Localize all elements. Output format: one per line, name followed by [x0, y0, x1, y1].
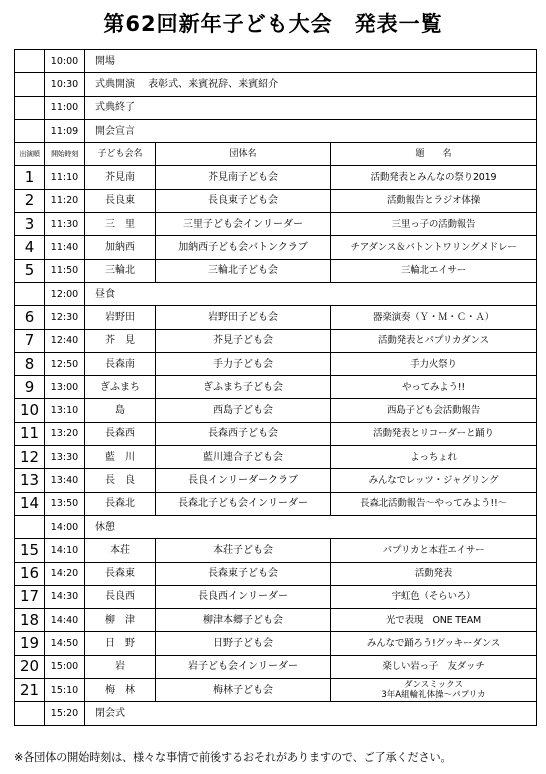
district-name: 三 里	[85, 213, 156, 236]
start-time: 11:10	[45, 166, 85, 189]
group-name: 三輪北子ども会	[156, 259, 331, 282]
order-number: 4	[15, 236, 45, 259]
performance-row	[15, 376, 537, 399]
event-row	[15, 515, 537, 538]
group-name: 日野子ども会	[156, 632, 331, 655]
performance-title: 活動発表とみんなの祭り2019	[331, 166, 537, 189]
performance-row	[15, 609, 537, 632]
order-number: 8	[15, 352, 45, 375]
district-name: 岩	[85, 655, 156, 678]
event-label: 式典終了	[85, 96, 537, 119]
district-name: 長良西	[85, 585, 156, 608]
performance-title: みんなでレッツ・ジャグリング	[331, 469, 537, 492]
performance-title: 活動発表とリコーダーと踊り	[331, 422, 537, 445]
performance-row	[15, 166, 537, 189]
group-name: 岩子ども会インリーダー	[156, 655, 331, 678]
start-time: 14:20	[45, 562, 85, 585]
performance-title: パプリカと本荘エイサー	[331, 539, 537, 562]
performance-row	[15, 399, 537, 422]
performance-row	[15, 213, 537, 236]
group-name: ぎふまち子ども会	[156, 376, 331, 399]
district-name: ぎふまち	[85, 376, 156, 399]
performance-title: 三輪北エイサー	[331, 259, 537, 282]
start-time: 12:30	[45, 306, 85, 329]
page-title: 第62回新年子ども大会 発表一覧	[103, 12, 443, 36]
event-row	[15, 50, 537, 73]
order-number: 15	[15, 539, 45, 562]
program-table	[14, 49, 537, 726]
district-name: 長森北	[85, 492, 156, 515]
group-name: 長森西子ども会	[156, 422, 331, 445]
district-name: 本荘	[85, 539, 156, 562]
group-name: 本荘子ども会	[156, 539, 331, 562]
performance-title: 宇虹色（そらいろ）	[331, 585, 537, 608]
order-number: 7	[15, 329, 45, 352]
start-time: 15:00	[45, 655, 85, 678]
performance-title: 器楽演奏（Ｙ・Ｍ・Ｃ・Ａ）	[331, 306, 537, 329]
group-name: 長森北子ども会インリーダー	[156, 492, 331, 515]
district-name: 長 良	[85, 469, 156, 492]
start-time: 11:30	[45, 213, 85, 236]
event-time: 12:00	[45, 282, 85, 305]
start-time: 11:20	[45, 189, 85, 212]
event-label: 閉会式	[85, 702, 537, 725]
header-start: 開始時刻	[45, 143, 85, 166]
order-number: 19	[15, 632, 45, 655]
district-name: 長良東	[85, 189, 156, 212]
group-name: 芥見子ども会	[156, 329, 331, 352]
order-number: 5	[15, 259, 45, 282]
performance-row	[15, 679, 537, 702]
event-label: 休憩	[85, 515, 537, 538]
performance-title: 手力火祭り	[331, 352, 537, 375]
event-time: 10:00	[45, 50, 85, 73]
district-name: 日 野	[85, 632, 156, 655]
group-name: 長良西インリーダー	[156, 585, 331, 608]
performance-row	[15, 189, 537, 212]
start-time: 11:40	[45, 236, 85, 259]
performance-row	[15, 352, 537, 375]
footnote: ※各団体の開始時刻は、様々な事情で前後するおそれがありますので、ご了承ください。	[14, 751, 452, 764]
event-time: 11:00	[45, 96, 85, 119]
performance-row	[15, 562, 537, 585]
start-time: 13:20	[45, 422, 85, 445]
start-time: 14:50	[45, 632, 85, 655]
performance-title: チアダンス＆バトントワリングメドレー	[331, 236, 537, 259]
group-name: 長良インリーダークラブ	[156, 469, 331, 492]
start-time: 15:10	[45, 679, 85, 702]
order-number: 10	[15, 399, 45, 422]
performance-title-line: ダンスミックス	[403, 680, 464, 691]
performance-row	[15, 306, 537, 329]
order-number: 9	[15, 376, 45, 399]
group-name: 長良東子ども会	[156, 189, 331, 212]
district-name: 梅 林	[85, 679, 156, 702]
event-time: 11:09	[45, 119, 85, 142]
order-number: 21	[15, 679, 45, 702]
group-name: 藍川連合子ども会	[156, 446, 331, 469]
performance-title: 三里っ子の活動報告	[331, 213, 537, 236]
event-row	[15, 702, 537, 725]
district-name: 三輪北	[85, 259, 156, 282]
performance-title: みんなで踊ろう!グッキーダンス	[331, 632, 537, 655]
order-number: 13	[15, 469, 45, 492]
performance-title: 活動発表とパプリカダンス	[331, 329, 537, 352]
group-name: 岩野田子ども会	[156, 306, 331, 329]
performance-row	[15, 585, 537, 608]
header-topic: 題 名	[331, 143, 537, 166]
event-row	[15, 119, 537, 142]
order-number: 11	[15, 422, 45, 445]
performance-row	[15, 539, 537, 562]
performance-title: 楽しい岩っ子 友ダッチ	[331, 655, 537, 678]
district-name: 長森南	[85, 352, 156, 375]
header-group: 団体名	[156, 143, 331, 166]
order-number: 3	[15, 213, 45, 236]
performance-title	[331, 679, 537, 702]
performance-row	[15, 632, 537, 655]
performance-title: 活動報告とラジオ体操	[331, 189, 537, 212]
start-time: 14:30	[45, 585, 85, 608]
start-time: 14:10	[45, 539, 85, 562]
group-name: 三里子ども会インリーダー	[156, 213, 331, 236]
performance-title: やってみよう!!	[331, 376, 537, 399]
event-label: 式典開演 表彰式、来賓祝辞、来賓紹介	[85, 73, 537, 96]
start-time: 13:00	[45, 376, 85, 399]
district-name: 藍 川	[85, 446, 156, 469]
event-row	[15, 96, 537, 119]
event-row	[15, 73, 537, 96]
group-name: 長森東子ども会	[156, 562, 331, 585]
district-name: 長森西	[85, 422, 156, 445]
event-time: 14:00	[45, 515, 85, 538]
group-name: 芥見南子ども会	[156, 166, 331, 189]
start-time: 13:40	[45, 469, 85, 492]
district-name: 岩野田	[85, 306, 156, 329]
order-number: 17	[15, 585, 45, 608]
performance-row	[15, 422, 537, 445]
group-name: 西島子ども会	[156, 399, 331, 422]
performance-row	[15, 259, 537, 282]
table-header-row	[15, 143, 537, 166]
event-time: 15:20	[45, 702, 85, 725]
event-label: 開場	[85, 50, 537, 73]
performance-title: 光で表現 ONE TEAM	[331, 609, 537, 632]
start-time: 14:40	[45, 609, 85, 632]
group-name: 手力子ども会	[156, 352, 331, 375]
performance-row	[15, 469, 537, 492]
event-label: 昼食	[85, 282, 537, 305]
order-number: 20	[15, 655, 45, 678]
order-number: 1	[15, 166, 45, 189]
order-number: 18	[15, 609, 45, 632]
performance-row	[15, 655, 537, 678]
district-name: 芥 見	[85, 329, 156, 352]
performance-title: 西島子ども会活動報告	[331, 399, 537, 422]
header-district: 子ども会名	[85, 143, 156, 166]
performance-title: 長森北活動報告～やってみよう!!～	[331, 492, 537, 515]
performance-title: 活動発表	[331, 562, 537, 585]
performance-title: よっちょれ	[331, 446, 537, 469]
order-number: 2	[15, 189, 45, 212]
district-name: 長森東	[85, 562, 156, 585]
order-number: 12	[15, 446, 45, 469]
district-name: 柳 津	[85, 609, 156, 632]
order-number: 16	[15, 562, 45, 585]
start-time: 13:30	[45, 446, 85, 469]
performance-title-line: 3年A組輪礼体操～パプリカ	[381, 690, 486, 701]
event-time: 10:30	[45, 73, 85, 96]
header-order: 出演順	[15, 143, 45, 166]
order-number: 14	[15, 492, 45, 515]
start-time: 12:50	[45, 352, 85, 375]
event-label: 開会宣言	[85, 119, 537, 142]
performance-row	[15, 492, 537, 515]
start-time: 11:50	[45, 259, 85, 282]
district-name: 芥見南	[85, 166, 156, 189]
group-name: 加納西子ども会バトンクラブ	[156, 236, 331, 259]
performance-row	[15, 446, 537, 469]
performance-row	[15, 236, 537, 259]
group-name: 柳津本郷子ども会	[156, 609, 331, 632]
start-time: 13:10	[45, 399, 85, 422]
group-name: 梅林子ども会	[156, 679, 331, 702]
start-time: 12:40	[45, 329, 85, 352]
district-name: 島	[85, 399, 156, 422]
order-number: 6	[15, 306, 45, 329]
district-name: 加納西	[85, 236, 156, 259]
performance-row	[15, 329, 537, 352]
start-time: 13:50	[45, 492, 85, 515]
event-row	[15, 282, 537, 305]
